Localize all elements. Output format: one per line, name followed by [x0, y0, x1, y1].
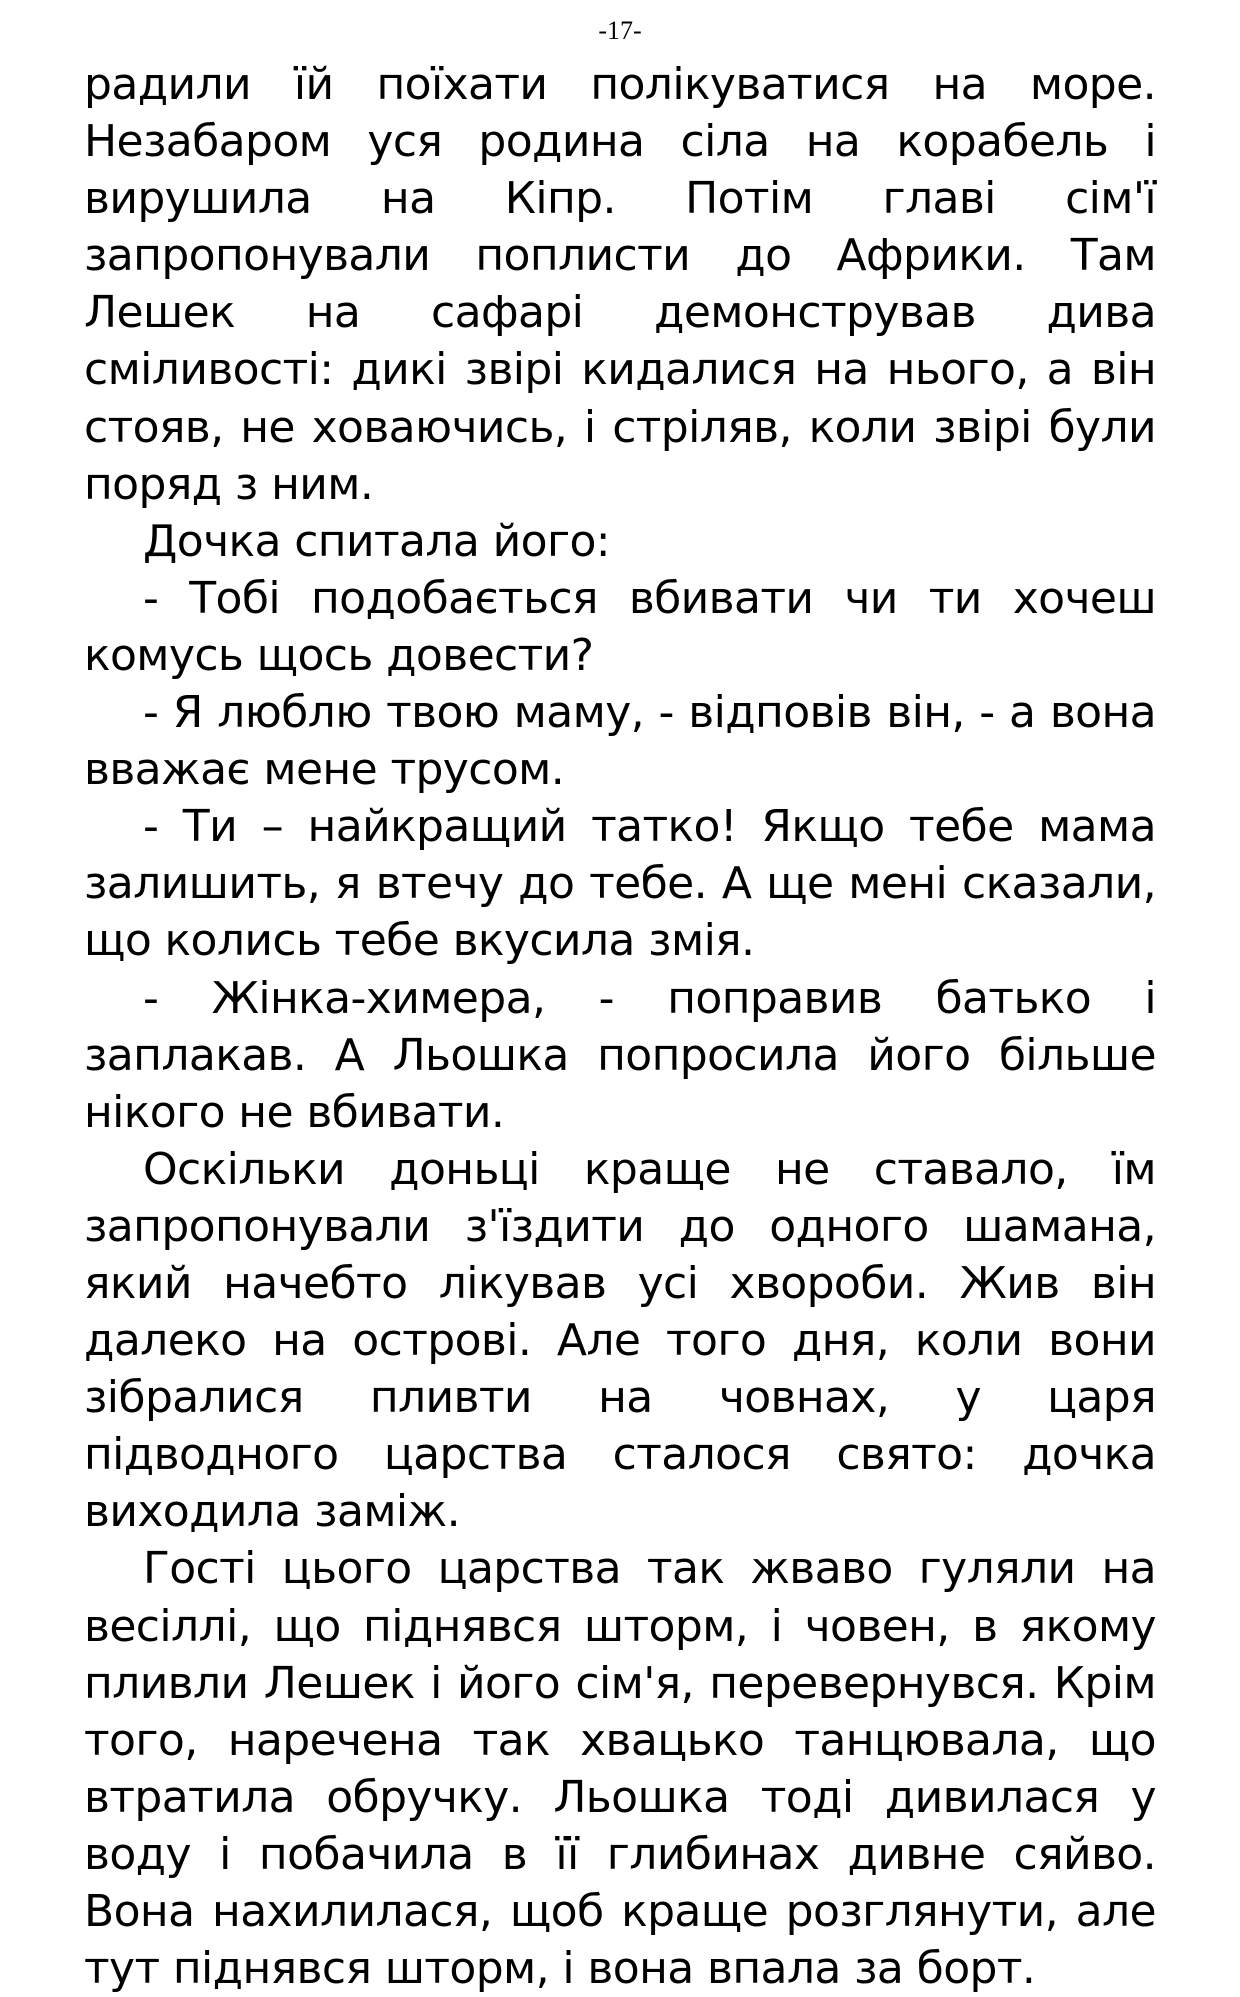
page-text [84, 56, 1156, 1997]
paragraph: - Жінка-химера, - поправив батько і заплакав. А Льошка попросила його більше нікого не вбивати. [84, 972, 1156, 1138]
paragraph: - Тобі подобається вбивати чи ти хочеш комусь щось довести? [84, 572, 1156, 681]
paragraph: Дочка спитала його: [143, 515, 611, 567]
page-number: -17- [598, 16, 642, 45]
paragraph: Гості цього царства так жваво гуляли на весіллі, що піднявся шторм, і човен, в якому пливли Лешек і його сім'я, перевернувся. Крім того, наречена так хвацько танцювала, що втратила обручку. Льошка тоді дивилася у воду і побачила в її глибинах дивне сяйво. Вона нахилилася, щоб краще розглянути, але тут піднявся шторм, і вона впала за борт. [84, 1543, 1156, 1995]
paragraph: радили їй поїхати полікуватися на море. Незабаром уся родина сіла на корабель і вирушила на Кіпр. Потім главі сім'ї запропонували поплисти до Африки. Там Лешек на сафарі демонстрував дива сміливості: дикі звірі кидалися на нього, а він стояв, не ховаючись, і стріляв, коли звірі були поряд з ним. [84, 59, 1156, 510]
paragraph: - Ти – найкращий татко! Якщо тебе мама залишить, я втечу до тебе. А ще мені сказали, що колись тебе вкусила змія. [84, 801, 1156, 967]
paragraph: - Я люблю твою маму, - відповів він, - а вона вважає мене трусом. [84, 687, 1156, 796]
paragraph: Оскільки доньці краще не ставало, їм запропонували з'їздити до одного шамана, який начебто лікував усі хвороби. Жив він далеко на острові. Але того дня, коли вони зібралися пливти на човнах, у царя підводного царства сталося свято: дочка виходила заміж. [84, 1143, 1156, 1538]
